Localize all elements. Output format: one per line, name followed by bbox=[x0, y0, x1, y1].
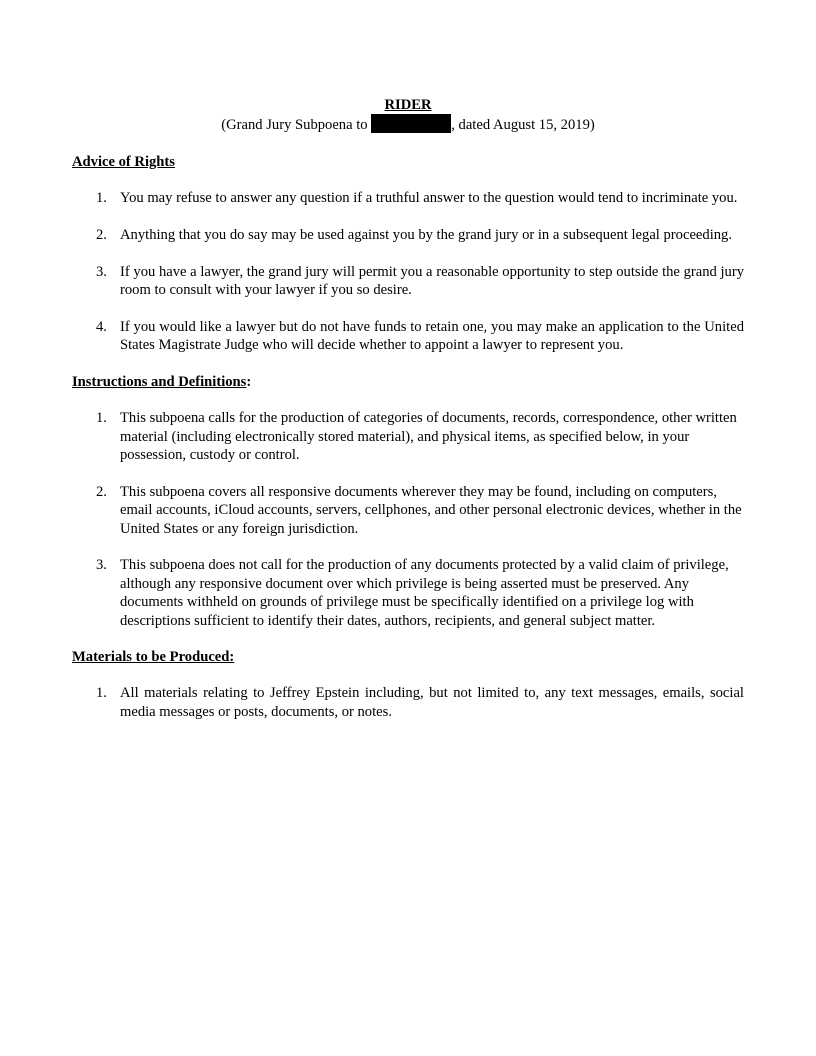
list-item: 1. This subpoena calls for the production of categories of documents, records, correspondence, other written material (including electronically stored material), and physical items, as specified below, in your possession, custody or control. bbox=[96, 410, 737, 464]
document-page bbox=[72, 96, 744, 721]
list-item: 3. This subpoena does not call for the production of any documents protected by a valid claim of privilege, although any responsive document over which privilege is being asserted must be preserved. Any documents withheld on grounds of privilege must be specifically identified on a privilege log with descriptions sufficient to identify their dates, authors, recipients, and general subject matter. bbox=[96, 557, 729, 629]
document-title: RIDER bbox=[384, 97, 432, 113]
materials-heading: Materials to be Produced: bbox=[72, 649, 235, 666]
subtitle-prefix: (Grand Jury Subpoena to bbox=[221, 117, 372, 134]
redaction-box bbox=[371, 114, 451, 133]
list-item: 2. Anything that you do say may be used against you by the grand jury or in a subsequent legal proceeding. bbox=[96, 227, 732, 244]
list-item: 4. If you would like a lawyer but do not have funds to retain one, you may make an application to the United States Magistrate Judge who will decide whether to appoint a lawyer to represent you. bbox=[96, 319, 744, 354]
instructions-heading: Instructions and Definitions: bbox=[72, 373, 252, 390]
instructions-list bbox=[72, 409, 744, 630]
materials-list bbox=[72, 684, 744, 721]
list-item: 2. This subpoena covers all responsive documents wherever they may be found, including on computers, email accounts, iCloud accounts, servers, cellphones, and other personal electronic devices, whether in the United States or any foreign jurisdiction. bbox=[96, 483, 742, 537]
document-subtitle bbox=[72, 114, 744, 134]
list-item: 3. If you have a lawyer, the grand jury will permit you a reasonable opportunity to step outside the grand jury room to consult with your lawyer if you so desire. bbox=[96, 263, 744, 299]
subtitle-suffix: , dated August 15, 2019) bbox=[451, 117, 595, 134]
advice-list bbox=[72, 189, 744, 355]
list-item: 1. All materials relating to Jeffrey Epstein including, but not limited to, any text messages, emails, social media messages or posts, documents, or notes. bbox=[96, 685, 744, 720]
advice-heading: Advice of Rights bbox=[72, 153, 175, 170]
list-item: 1. You may refuse to answer any question if a truthful answer to the question would tend to incriminate you. bbox=[96, 190, 738, 207]
